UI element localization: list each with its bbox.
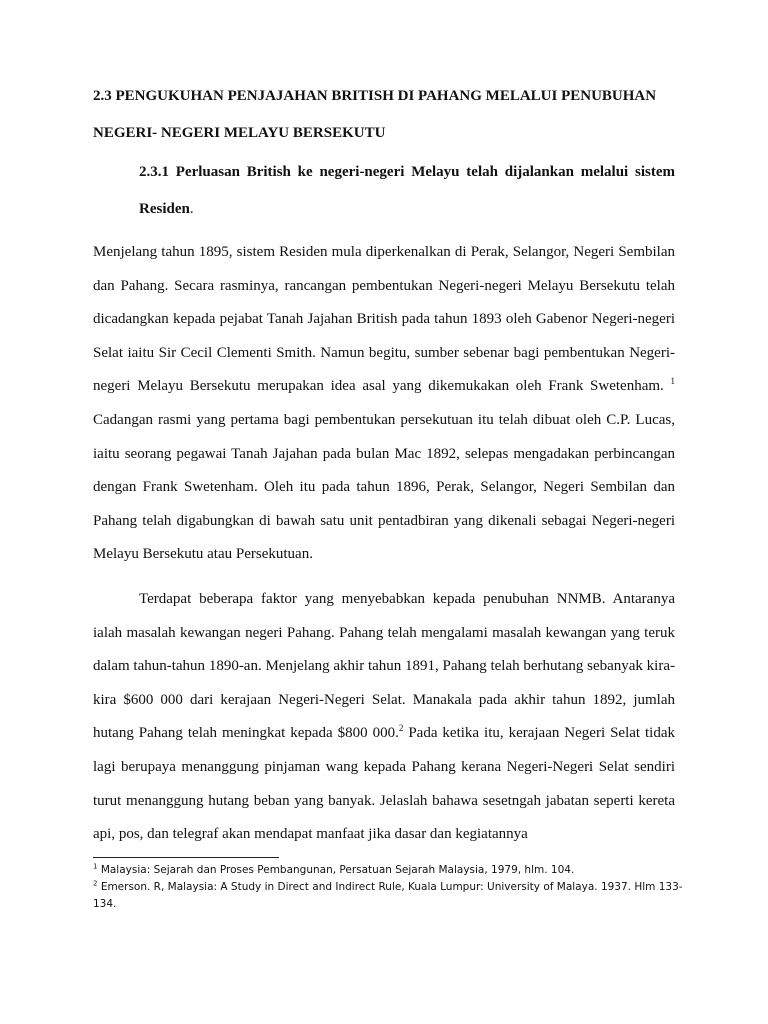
body-paragraph-1 xyxy=(93,236,675,572)
footnote-1-text: Malaysia: Sejarah dan Proses Pembangunan, Persatuan Sejarah Malaysia, 1979, hlm. 104. xyxy=(100,864,575,876)
footnotes xyxy=(93,862,683,913)
footnote-2-text: Emerson. R, Malaysia: A Study in Direct and Indirect Rule, Kuala Lumpur: University of Malaya. 1937. Hlm 133-134. xyxy=(93,881,683,910)
footnote-1-number: 1 xyxy=(93,862,98,871)
footnote-ref-1[interactable]: 1 xyxy=(670,376,676,387)
subsection-heading-text: 2.3.1 Perluasan British ke negeri-negeri Melayu telah dijalankan melalui sistem Residen xyxy=(139,164,675,217)
footnote-ref-2[interactable]: 2 xyxy=(398,723,404,734)
subsection-heading xyxy=(139,154,675,228)
paragraph-2-text-a: Terdapat beberapa faktor yang menyebabkan kepada penubuhan NNMB. Antaranya ialah masalah kewangan negeri Pahang. Pahang telah mengalami masalah kewangan yang teruk dalam tahun-tahun 1890-an. Menjelang akhir tahun 1891, Pahang telah berhutang sebanyak kira-kira $600 000 dari kerajaan Negeri-Negeri Selat. Manakala pada akhir tahun 1892, jumlah hutang Pahang telah meningkat kepada $800 000. xyxy=(93,590,675,742)
footnote-divider xyxy=(93,857,279,858)
footnote-1 xyxy=(93,862,683,879)
paragraph-1-text-a: Menjelang tahun 1895, sistem Residen mula diperkenalkan di Perak, Selangor, Negeri Sembilan dan Pahang. Secara rasminya, rancangan pembentukan Negeri-negeri Melayu Bersekutu telah dicadangkan kepada pejabat Tanah Jajahan British pada tahun 1893 oleh Gabenor Negeri-negeri Selat iaitu Sir Cecil Clementi Smith. Namun begitu, sumber sebenar bagi pembentukan Negeri-negeri Melayu Bersekutu merupakan idea asal yang dikemukakan oleh Frank Swetenham. xyxy=(93,244,675,395)
section-heading-line1: 2.3 PENGUKUHAN PENJAJAHAN BRITISH DI PAHANG MELALUI PENUBUHAN xyxy=(93,88,657,104)
footnote-2 xyxy=(93,879,683,913)
document-page xyxy=(93,78,675,852)
section-heading-line2: NEGERI- NEGERI MELAYU BERSEKUTU xyxy=(93,125,386,141)
section-heading xyxy=(93,78,675,152)
paragraph-1-text-b: Cadangan rasmi yang pertama bagi pembentukan persekutuan itu telah dibuat oleh C.P. Lucas, iaitu seorang pegawai Tanah Jajahan pada bulan Mac 1892, selepas mengadakan perbincangan dengan Frank Swetenham. Oleh itu pada tahun 1896, Perak, Selangor, Negeri Sembilan dan Pahang telah digabungkan di bawah satu unit pentadbiran yang dikenali sebagai Negeri-negeri Melayu Bersekutu atau Persekutuan. xyxy=(93,411,675,563)
paragraph-2-text-b: Pada ketika itu, kerajaan Negeri Selat tidak lagi berupaya menanggung pinjaman wang kepada Pahang kerana Negeri-Negeri Selat sendiri turut menanggung hutang beban yang banyak. Jelaslah bahawa sesetngah jabatan seperti kereta api, pos, dan telegraf akan mendapat manfaat jika dasar dan kegiatannya xyxy=(93,725,676,843)
footnote-2-number: 2 xyxy=(93,879,98,888)
body-paragraph-2 xyxy=(93,583,675,852)
subsection-heading-period: . xyxy=(189,201,194,217)
